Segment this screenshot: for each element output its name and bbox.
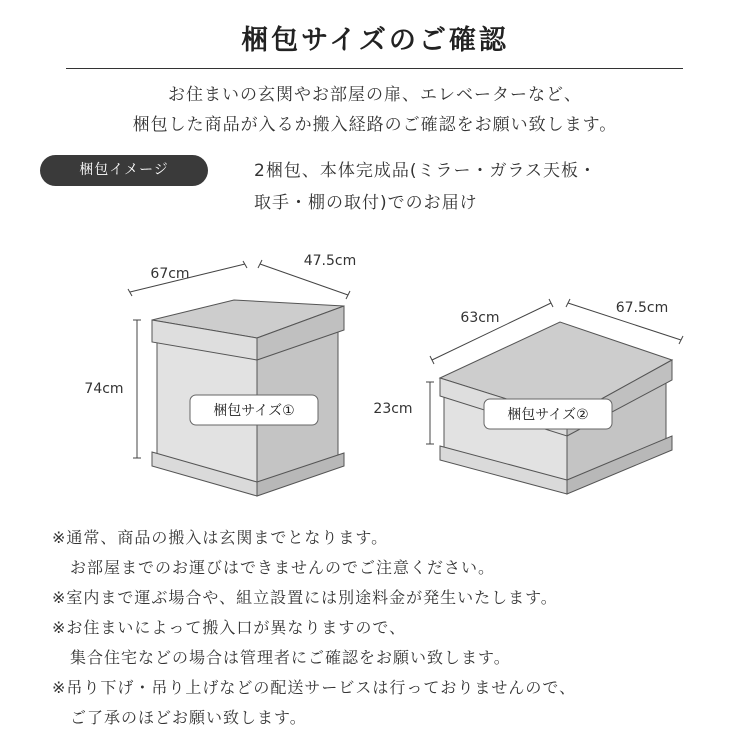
note-line-5: 集合住宅などの場合は管理者にご確認をお願い致します。 — [70, 648, 511, 667]
note-line-2: お部屋までのお運びはできませんのでご注意ください。 — [70, 558, 496, 577]
note-line-3: ※室内まで運ぶ場合や、組立設置には別途料金が発生いたします。 — [52, 588, 558, 607]
package-1-label-text: 梱包サイズ① — [213, 403, 295, 419]
package-1-depth-label: 47.5cm — [303, 253, 357, 269]
page-title: 梱包サイズのご確認 — [241, 25, 509, 56]
note-line-4: ※お住まいによって搬入口が異なりますので、 — [52, 618, 407, 637]
package-description-line-2: 取手・棚の取付)でのお届け — [254, 193, 478, 213]
intro-line-2: 梱包した商品が入るか搬入経路のご確認をお願い致します。 — [132, 115, 618, 135]
package-image-badge: 梱包イメージ — [40, 155, 208, 186]
package-2-height-label: 23cm — [373, 401, 413, 417]
package-2-label-text: 梱包サイズ② — [507, 407, 589, 423]
package-description-line-1: 2梱包、本体完成品(ミラー・ガラス天板・ — [254, 161, 597, 181]
note-line-7: ご了承のほどお願い致します。 — [70, 708, 307, 727]
package-1-label — [190, 395, 318, 425]
package-2-label — [484, 399, 612, 429]
package-1-width-label: 67cm — [150, 266, 190, 282]
package-2-depth-label: 67.5cm — [615, 300, 669, 316]
package-1-height-label: 74cm — [84, 381, 124, 397]
notes-section — [52, 523, 576, 733]
intro-line-1: お住まいの玄関やお部屋の扉、エレベーターなど、 — [168, 85, 582, 105]
package-2-width-label: 63cm — [460, 310, 500, 326]
note-line-6: ※吊り下げ・吊り上げなどの配送サービスは行っておりませんので、 — [52, 678, 577, 697]
note-line-1: ※通常、商品の搬入は玄関までとなります。 — [52, 528, 389, 547]
